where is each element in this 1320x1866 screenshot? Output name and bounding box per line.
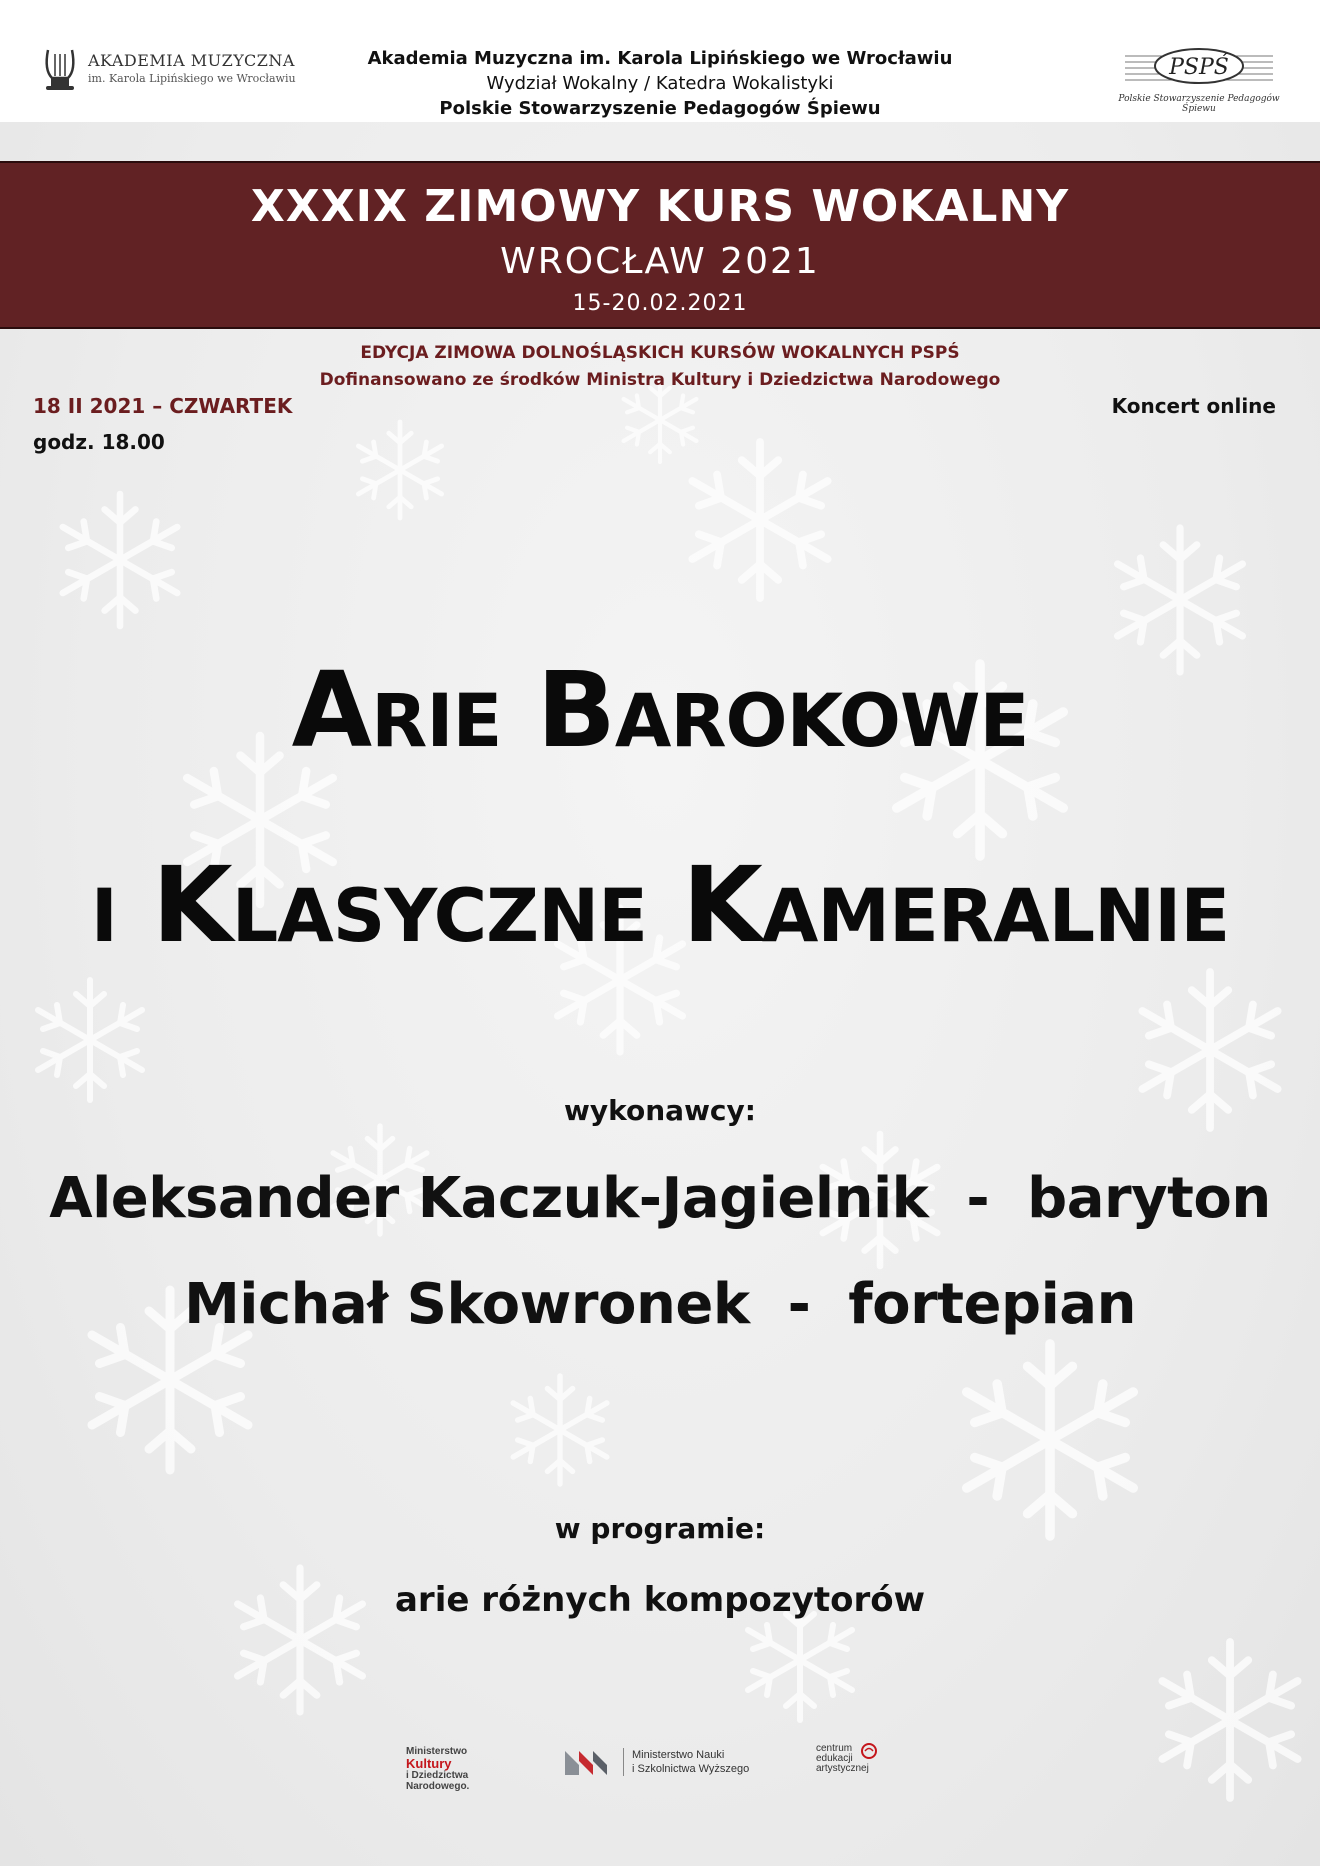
cea-logo-line2: edukacji <box>816 1753 853 1764</box>
psps-logo-text: PSPŚ <box>1169 55 1229 80</box>
program-text: arie różnych kompozytorów <box>394 1580 926 1620</box>
funding-line: Dofinansowano ze środków Ministra Kultury i Dziedzictwa Narodowego <box>319 370 1001 390</box>
cea-logo-line1: centrum <box>816 1743 853 1754</box>
organizer-faculty: Wydział Wokalny / Katedra Wokalistyki <box>486 73 834 94</box>
mkidn-logo-line2: Kultury <box>406 1756 452 1771</box>
mnisw-logo-line2: i Szkolnictwa Wyższego <box>632 1763 750 1775</box>
psps-logo-caption: Polskie Stowarzyszenie Pedagogów Śpiewu <box>1118 94 1280 114</box>
program-label: w programie: <box>554 1512 766 1545</box>
cea-logo <box>816 1744 869 1774</box>
mkidn-logo <box>406 1746 469 1792</box>
cea-logo-line3: artystycznej <box>816 1763 869 1774</box>
edition-line: EDYCJA ZIMOWA DOLNOŚLĄSKICH KURSÓW WOKALNYCH PSPŚ <box>360 343 960 363</box>
performers-label: wykonawcy: <box>564 1094 756 1127</box>
mkidn-logo-line3: i Dziedzictwa <box>406 1770 469 1781</box>
cea-swirl-icon <box>860 1742 878 1760</box>
mnisw-logo-mark <box>563 1749 613 1775</box>
mnisw-logo <box>563 1748 749 1776</box>
concert-title-line2: i Klasyczne Kameralnie <box>90 844 1230 966</box>
edition-info <box>0 340 1320 394</box>
mnisw-logo-line1: Ministerstwo Nauki <box>632 1749 725 1761</box>
course-city-year: WROCŁAW 2021 <box>500 241 820 282</box>
organizer-academy: Akademia Muzyczna im. Karola Lipińskiego we Wrocławiu <box>367 48 953 69</box>
event-mode: Koncert online <box>1111 394 1276 418</box>
mkidn-logo-line1: Ministerstwo <box>406 1746 468 1757</box>
performer-piano: Michał Skowronek - fortepian <box>184 1272 1136 1337</box>
academy-logo-subname: im. Karola Lipińskiego we Wrocławiu <box>88 72 296 85</box>
performer-baritone: Aleksander Kaczuk-Jagielnik - baryton <box>49 1166 1271 1231</box>
event-time: godz. 18.00 <box>33 430 165 454</box>
psps-logo <box>1108 44 1290 114</box>
academy-logo-name: AKADEMIA MUZYCZNA <box>88 51 295 70</box>
concert-title-line1: Arie Barokowe <box>291 649 1029 771</box>
psps-logo-mark <box>1119 44 1279 88</box>
mkidn-logo-line4: Narodowego. <box>406 1781 470 1792</box>
course-title: XXXIX ZIMOWY KURS WOKALNY <box>250 181 1070 232</box>
organizer-association: Polskie Stowarzyszenie Pedagogów Śpiewu <box>439 98 881 119</box>
course-dates: 15-20.02.2021 <box>572 291 748 316</box>
course-title-band <box>0 161 1320 329</box>
event-date: 18 II 2021 – CZWARTEK <box>33 394 293 418</box>
